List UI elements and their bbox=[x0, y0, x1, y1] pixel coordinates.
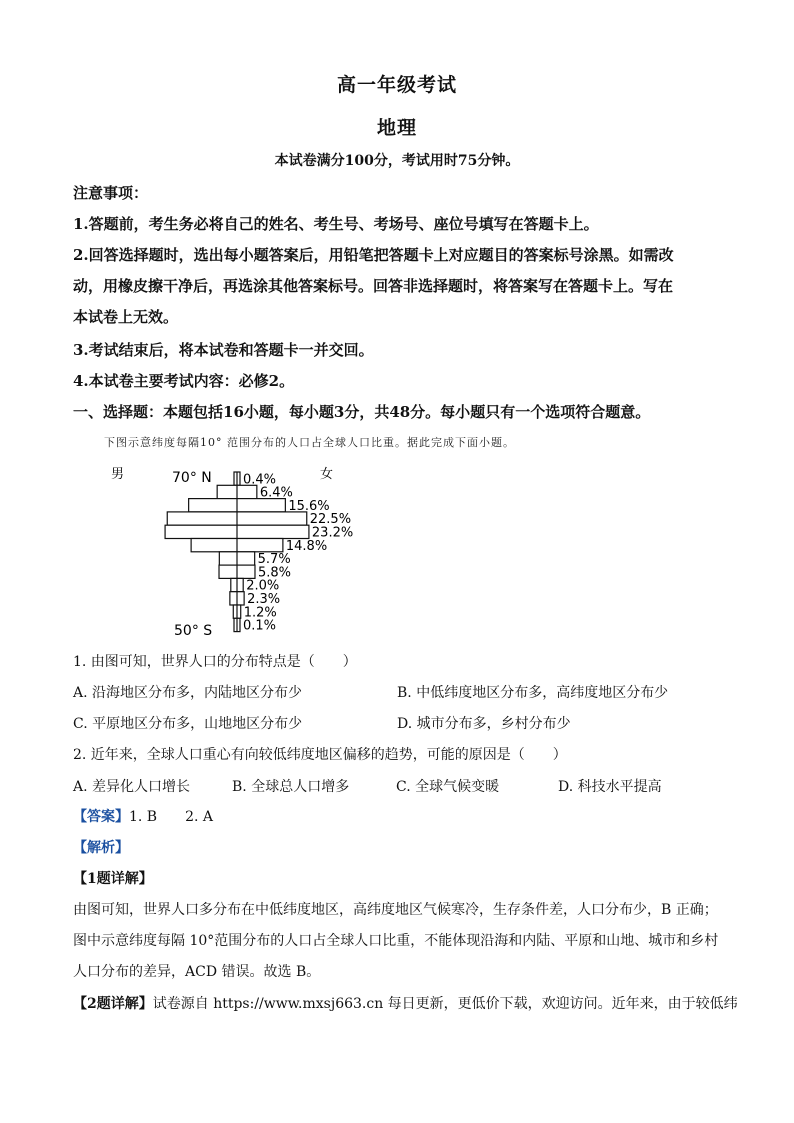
bar-value-label-9: 2.3% bbox=[247, 592, 281, 607]
bar-value-label-11: 0.1% bbox=[243, 618, 277, 634]
bar-value-label-10: 1.2% bbox=[243, 605, 277, 621]
bar-value-label-0: 0.4% bbox=[243, 472, 277, 488]
note-item-2-line-2: 动，用橡皮擦干净后，再选涂其他答案标号。回答非选择题时，将答案写在答题卡上。写在 bbox=[73, 277, 674, 295]
population-latitude-chart bbox=[80, 458, 440, 638]
question-2-option-a[interactable]: A. 差异化人口增长 bbox=[73, 779, 191, 795]
question-2-stem: 2. 近年来，全球人口重心有向较低纬度地区偏移的趋势，可能的原因是（ ） bbox=[73, 747, 567, 763]
question-intro: 下图示意纬度每隔10° 范围分布的人口占全球人口比重。据此完成下面小题。 bbox=[104, 436, 515, 449]
bar-value-label-3: 22.5% bbox=[309, 512, 352, 528]
note-item-2-line-1: 2.回答选择题时，选出每小题答案后，用铅笔把答题卡上对应题目的答案标号涂黑。如需改 bbox=[73, 246, 674, 264]
section-1-heading: 一、选择题：本题包括16小题，每小题3分，共48分。每小题只有一个选项符合题意。 bbox=[73, 403, 651, 421]
exam-info: 本试卷满分100分，考试用时75分钟。 bbox=[274, 153, 520, 169]
q2-detail-text: 试卷源自 https://www.mxsj663.cn 每日更新，更低价下载，欢迎访问。近年来，由于较低纬 bbox=[152, 996, 738, 1012]
answer-tag: 【答案】 bbox=[73, 809, 129, 825]
q2-detail-tag: 【2题详解】 bbox=[73, 996, 153, 1012]
question-1-stem: 1. 由图可知，世界人口的分布特点是（ ） bbox=[73, 654, 357, 670]
bar-value-label-7: 5.8% bbox=[257, 565, 292, 581]
question-2-option-d[interactable]: D. 科技水平提高 bbox=[558, 779, 662, 795]
bar-value-label-2: 15.6% bbox=[288, 498, 330, 514]
note-item-2-line-3: 本试卷上无效。 bbox=[73, 308, 179, 326]
bar-value-label-1: 6.4% bbox=[259, 485, 293, 501]
note-item-1: 1.答题前，考生务必将自己的姓名、考生号、考场号、座位号填写在答题卡上。 bbox=[73, 215, 599, 233]
bottom-latitude-label: 50° S bbox=[174, 623, 213, 638]
subject-title: 地理 bbox=[376, 117, 417, 139]
answer-line bbox=[73, 806, 213, 826]
q2-detail-line-1 bbox=[73, 993, 738, 1013]
question-2-option-c[interactable]: C. 全球气候变暖 bbox=[396, 779, 500, 795]
male-label: 男 bbox=[111, 467, 125, 482]
question-1-option-b[interactable]: B. 中低纬度地区分布多，高纬度地区分布少 bbox=[397, 685, 669, 701]
bar-value-label-8: 2.0% bbox=[246, 578, 280, 594]
notes-heading: 注意事项： bbox=[73, 184, 149, 202]
question-1-option-d[interactable]: D. 城市分布多，乡村分布少 bbox=[397, 716, 571, 732]
bar-value-label-6: 5.7% bbox=[257, 552, 291, 568]
question-1-option-c[interactable]: C. 平原地区分布多，山地地区分布少 bbox=[73, 716, 303, 732]
q1-detail-line-1: 由图可知，世界人口多分布在中低纬度地区，高纬度地区气候寒冷，生存条件差，人口分布少，B 正确； bbox=[73, 902, 718, 918]
q1-detail-tag: 【1题详解】 bbox=[73, 871, 153, 887]
answer-text: 1. B 2. A bbox=[129, 809, 214, 825]
question-1-option-a[interactable]: A. 沿海地区分布多，内陆地区分布少 bbox=[73, 685, 303, 701]
bar-value-label-5: 14.8% bbox=[285, 538, 328, 554]
top-latitude-label: 70° N bbox=[172, 470, 212, 486]
q1-detail-line-3: 人口分布的差异，ACD 错误。故选 B。 bbox=[73, 964, 321, 980]
female-label: 女 bbox=[320, 467, 334, 482]
analysis-tag: 【解析】 bbox=[73, 840, 129, 856]
question-2-option-b[interactable]: B. 全球总人口增多 bbox=[232, 779, 350, 795]
note-item-4: 4.本试卷主要考试内容：必修2。 bbox=[73, 372, 295, 390]
note-item-3: 3.考试结束后，将本试卷和答题卡一并交回。 bbox=[73, 341, 374, 359]
q1-detail-line-2: 图中示意纬度每隔 10°范围分布的人口占全球人口比重，不能体现沿海和内陆、平原和山地、城市和乡村 bbox=[73, 933, 719, 949]
bar-value-label-4: 23.2% bbox=[311, 525, 354, 541]
exam-title: 高一年级考试 bbox=[336, 74, 457, 96]
